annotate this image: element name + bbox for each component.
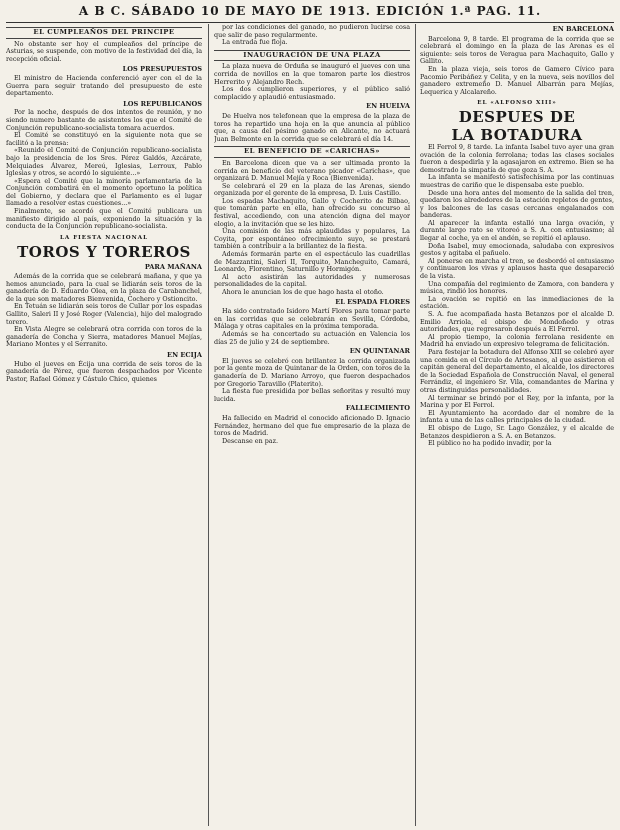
paragraph: Al propio tiempo, la colonia ferrolana residente en Madrid ha enviado un expresivo telegrama de felicitación. <box>420 332 614 349</box>
paragraph: No obstante ser hoy el cumpleaños del príncipe de Asturias, se suspende, con motivo de la festividad del día, la recepción oficial. <box>6 39 202 63</box>
paragraph: La infanta se manifestó satisfechísima por las continuas muestras de cariño que le dispensaba este pueblo. <box>420 173 614 189</box>
paragraph: Ahora le anuncian los de que hago hasta el otoño. <box>222 288 384 296</box>
paragraph: Barcelona 9, 8 tarde. El programa de la corrida que se celebrará el domingo en la plaza de las Arenas es el siguiente: seis toros de Veragua para Machaquito, Gallo y Gallito. <box>420 34 614 66</box>
paragraph: El obispo de Lugo, Sr. Lago González, y el alcalde de Betanzos despidieron a S. A. en Betanzos. <box>420 423 614 440</box>
column-divider-1 <box>208 24 209 826</box>
paragraph: Para festejar la botadura del Alfonso XIII se celebró ayer una comida en el Círculo de Artesanos, al que asistieron el capitán general del departamento, el alcalde, los directores de la Sociedad Española de Construcción Naval, el general Ferrándiz, el ingeniero Sr. Vila, comandantes de Marina y otras distinguidas personalidades. <box>420 347 614 394</box>
headline-la-botadura: LA BOTADURA <box>451 125 583 144</box>
paragraph: por las condiciones del ganado, no pudieron lucirse cosa que salir de paso regularmente. <box>214 24 410 39</box>
section-title-beneficio-carichas: EL BENEFICIO DE «CARICHAS» <box>214 146 410 158</box>
paragraph: Doña Isabel, muy emocionada, saludaba con expresivos gestos y agitaba el pañuelo. <box>420 241 614 258</box>
paragraph: «Espera el Comité que la minoría parlamentaria de la Conjunción combatirá en el momento oportuno la política del Gobierno, y declara que el Parlamento es el lugar llamado a resolver estas cuestiones...» <box>6 176 202 208</box>
paragraph: La entrada fue floja. <box>222 38 288 47</box>
paragraph: Además se ha concertado su actuación en Valencia los días 25 de julio y 24 de septiembre. <box>214 329 410 346</box>
paragraph: Desde una hora antes del momento de la salida del tren, quedaron los alrededores de la estación repletos de gentes, y los balcones de las casas cercanas engalanados con banderas. <box>420 188 614 220</box>
paragraph: Los dos cumplieron superiores, y el público salió complacido y aplaudió entusiasmado. <box>214 85 410 101</box>
paragraph: En Barcelona dicen que va a ser ultimada pronto la corrida en beneficio del veterano picador «Carichas», que organizará D. Manuel Mejía y Roca (Bienvenida). <box>214 158 410 183</box>
column-divider-2 <box>415 24 416 826</box>
paragraph: Además de la corrida que se celebrará mañana, y que ya hemos anunciado, para la cual se lidiarán seis toros de la ganadería de D. Eduardo Olea, en la plaza de Carabanchel, de la que son matadores Bienvenida, Cochero y Ostioncito. <box>6 272 202 303</box>
paragraph: El público no ha podido invadir, por la <box>428 439 552 448</box>
paragraph: El Ayuntamiento ha acordado dar el nombre de la infanta a una de las calles principales de la ciudad. <box>420 408 614 425</box>
section-subtitle-espada-flores: EL ESPADA FLORES <box>335 297 410 306</box>
paragraph: En Tetuán se lidiarán seis toros de Cullar por los espadas Gallito, Saleri II y José Roger (Valencia), hijo del malogrado torero. <box>6 302 202 326</box>
section-subtitle-fallecimiento: FALLECIMIENTO <box>345 404 410 413</box>
paragraph: S. A. fue acompañada hasta Betanzos por el alcalde D. Emilio Arriola, el obispo de Mondoñedo y otras autoridades, que regresaron después a El Ferrol. <box>420 310 614 334</box>
header-rule <box>6 22 614 23</box>
paragraph: Ha sido contratado Isidoro Martí Flores para tomar parte en las corridas que se celebrarán en Sevilla, Córdoba, Málaga y otras capitales en la próxima temporada. <box>214 307 410 331</box>
paragraph: Una compañía del regimiento de Zamora, con bandera y música, rindió los honores. <box>420 279 614 296</box>
paragraph: La plaza nueva de Orduña se inauguró el jueves con una corrida de novillos en la que tomaron parte los diestros Herrerito y Alejandro Rech. <box>214 62 410 86</box>
page-header: A B C. SÁBADO 10 DE MAYO DE 1913. EDICIÓN 1.ª PAG. 11. <box>78 4 542 18</box>
column-1 <box>6 24 202 826</box>
paragraph: De Huelva nos telefonean que la empresa de la plaza de toros ha repartido una hoja en la que anuncia al público que, a causa del pésimo ganado en Alicante, no actuará Juan Belmonte en la corrida que se celebrará el día 14. <box>214 111 410 143</box>
column-3 <box>420 24 614 826</box>
paragraph: Al terminar se brindó por el Rey, por la infanta, por la Marina y por El Ferrol. <box>420 393 614 410</box>
headline-despues-de: DESPUES DE <box>458 107 576 126</box>
paragraph: Descanse en paz. <box>222 436 279 445</box>
paragraph: Al aparecer la infanta estalló una larga ovación, y durante largo rato se vitoreó a S. A. con entusiasmo; al llegar al coche, ya en el andén, se repitió el aplauso. <box>420 218 614 243</box>
section-subtitle-republicanos: LOS REPUBLICANOS <box>123 99 202 108</box>
section-title-inauguracion: INAUGURACIÓN DE UNA PLAZA <box>214 50 410 62</box>
paragraph: El Comité se constituyó en la siguiente nota que se facilitó a la prensa: <box>6 131 202 147</box>
headline-toros-y-toreros: TOROS Y TOREROS <box>17 243 191 262</box>
paragraph: Se celebrará el 29 en la plaza de las Arenas, siendo organizada por el gerente de la empresa, D. Luis Castillo. <box>214 181 410 198</box>
paragraph: Al ponerse en marcha el tren, se desbordó el entusiasmo y continuaron los vivas y aplausos hasta que desapareció de la vista. <box>420 256 614 281</box>
paragraph: Además formarán parte en el espectáculo las cuadrillas de Mazzantini, Saleri II, Torquito, Mancheguito, Camará, Leonardo, Florentino, Saturnillo y Hormigón. <box>214 250 410 274</box>
paragraph: En la plaza vieja, seis toros de Gamero Cívico para Pacomio Peribáñez y Celita, y en la nueva, seis novillos del ganadero extremeño D. Manuel Albarrán para Mejías, Lequerica y Alcalareño. <box>420 64 614 96</box>
section-subtitle-presupuestos: LOS PRESUPUESTOS <box>122 65 202 74</box>
paragraph: Finalmente, se acordó que el Comité publicara un manifiesto dirigido al país, exponiendo la situación y la conducta de la Conjunción republicano-socialista. <box>6 207 202 231</box>
section-title-cumpleanos: EL CUMPLEAÑOS DEL PRINCIPE <box>6 27 202 39</box>
section-subtitle-para-manana: PARA MAÑANA <box>144 263 202 272</box>
paragraph: Hubo el jueves en Écija una corrida de seis toros de la ganadería de Pérez, que fueron despachados por Vicente Pastor, Rafael Gómez y Cástulo Chico, quienes <box>6 359 202 383</box>
paragraph: Ha fallecido en Madrid el conocido aficionado D. Ignacio Fernández, hermano del que fue empresario de la plaza de toros de Madrid. <box>214 413 410 438</box>
paragraph: Una comisión de las más aplaudidas y populares, La Coyita, por espontáneo ofrecimiento suyo, se prestará también a contribuir a la brillantez de la fiesta. <box>214 227 410 251</box>
paragraph: Por la noche, después de dos intentos de reunión, y no siendo numero bastante de asistentes los que el Comité de Conjunción republicano-socialista tomara acuerdos. <box>6 108 202 132</box>
section-subtitle-en-barcelona: EN BARCELONA <box>552 25 614 33</box>
section-subtitle-en-huelva: EN HUELVA <box>366 102 410 111</box>
column-2 <box>214 24 410 826</box>
paragraph: La fiesta fue presidida por bellas señoritas y resultó muy lucida. <box>214 387 410 403</box>
kicker-fiesta-nacional: LA FIESTA NACIONAL <box>59 234 149 241</box>
paragraph: En Vista Alegre se celebrará otra corrida con toros de la ganadería de Concha y Sierra, matadores Manuel Mejías, Mariano Montes y el Serranito. <box>6 325 202 349</box>
paragraph: La ovación se repitió en las inmediaciones de la estación. <box>420 294 614 311</box>
paragraph: Los espadas Machaquito, Gallo y Cocherito de Bilbao, que tomarán parte en ella, han ofrecido su concurso al festival, accediendo, con una atención digna del mayor elogio, a la invitación que se les hizo. <box>214 196 410 228</box>
kicker-alfonso-xiii: EL «ALFONSO XIII» <box>477 100 557 107</box>
section-subtitle-en-ecija: EN ECIJA <box>167 350 202 359</box>
paragraph: El jueves se celebró con brillantez la corrida organizada por la gente moza de Quintanar de la Orden, con toros de la ganadería de D. Mariano Arroyo, que fueron despachados por Gregorio Taravillo (Platerito). <box>214 356 410 388</box>
paragraph: «Reunido el Comité de Conjunción republicano-socialista bajo la presidencia de los Sres. Pérez Galdós, Azcárate, Melquiades Álvarez, Mereú, Iglesias, Lerroux, Pablo Iglesias y otros, se acordó lo siguiente...» <box>6 146 202 178</box>
paragraph: Al acto asistirán las autoridades y numerosas personalidades de la capital. <box>214 272 410 289</box>
paragraph: El ministro de Hacienda conferenció ayer con el de la Guerra para seguir tratando del presupuesto de este departamento. <box>6 73 202 98</box>
paragraph: El Ferrol 9, 8 tarde. La infanta Isabel tuvo ayer una gran ovación de la colonia ferrolana; todas las clases sociales fueron a despedirla y la agasajaron en extremo. Bien se ha demostrado la simpatía de que goza S. A. <box>420 142 614 174</box>
section-subtitle-en-quintanar: EN QUINTANAR <box>349 347 410 356</box>
